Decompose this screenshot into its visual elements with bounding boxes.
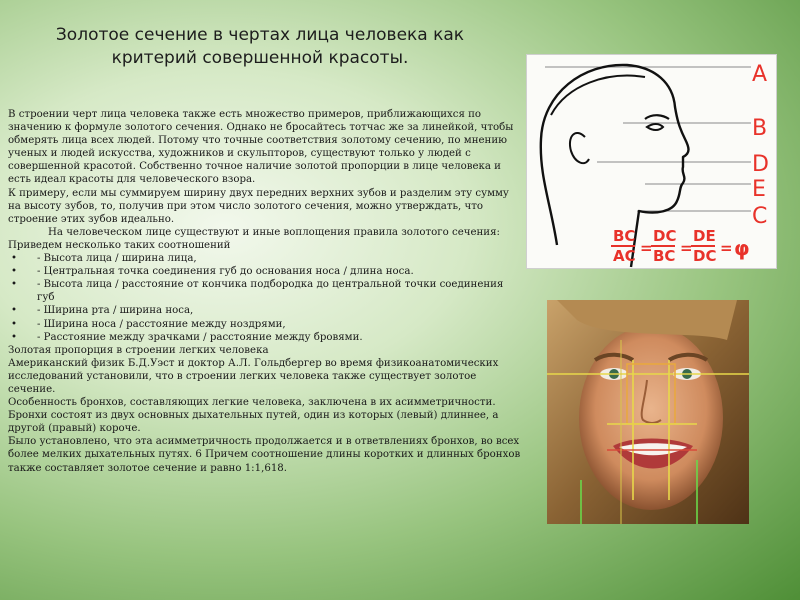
- letter-e: E: [752, 177, 766, 202]
- face-skin: [579, 326, 723, 510]
- formula-f2-den: BC: [653, 247, 676, 265]
- formula-phi: φ: [734, 236, 750, 260]
- list-item: • - Ширина рта / ширина носа,: [8, 304, 521, 317]
- letter-d: D: [752, 152, 769, 177]
- eye: [647, 124, 663, 130]
- list-item: • - Высота лица / расстояние от кончика подбородка до центральной точки соединения губ: [8, 278, 521, 304]
- face-photo: [547, 300, 749, 524]
- section-heading: Золотая пропорция в строении легких человека: [8, 344, 269, 356]
- ear: [570, 133, 589, 163]
- paragraph: На человеческом лице существуют и иные воплощения правила золотого сечения:: [48, 226, 500, 238]
- formula-f3-den: DC: [693, 247, 717, 265]
- main-text: [8, 108, 521, 475]
- paragraph: Особенность бронхов, составляющих легкие человека, заключена в их асимметричности. Бронхи состоят из двух основных дыхательных путей, один из которых (левый) длиннее, а другой (правый) короче.: [8, 397, 499, 435]
- brow: [645, 115, 669, 119]
- profile-diagram: [526, 54, 777, 269]
- face-illustration: [547, 300, 749, 524]
- letter-b: B: [752, 116, 768, 141]
- letter-a: A: [752, 62, 768, 87]
- list-intro: Приведем несколько таких соотношений: [8, 239, 231, 251]
- formula-eq3: =: [720, 239, 733, 257]
- ratio-list: [8, 252, 521, 344]
- formula-eq1: =: [640, 239, 653, 257]
- list-item: • - Центральная точка соединения губ до основания носа / длина носа.: [8, 265, 521, 278]
- letter-c: C: [752, 204, 768, 229]
- slide-title: Золотое сечение в чертах лица человека как критерий совершенной красоты.: [55, 25, 465, 68]
- formula-f3-num: DE: [693, 227, 716, 245]
- formula-f2-num: DC: [653, 227, 677, 245]
- list-item: • - Высота лица / ширина лица,: [8, 252, 521, 265]
- head-profile-illustration: [527, 55, 776, 268]
- formula-f1-num: BC: [613, 227, 636, 245]
- paragraph: К примеру, если мы суммируем ширину двух передних верхних зубов и разделим эту сумму на высоту зубов, то, получив при этом число золотого сечения, можно утверждать, что строение этих зубов идеально.: [8, 187, 509, 225]
- list-item: • - Ширина носа / расстояние между ноздрями,: [8, 318, 521, 331]
- list-item: • - Расстояние между зрачками / расстояние между бровями.: [8, 331, 521, 344]
- paragraph: Американский физик Б.Д.Уэст и доктор А.Л. Гольдбергер во время физикоанатомических исследований установили, что в строении легких человека также существует золотое сечение.: [8, 357, 499, 395]
- paragraph: Было установлено, что эта асимметричность продолжается и в ответвлениях бронхов, во всех более мелких дыхательных путях. 6 Причем соотношение длины коротких и длинных бронхов также составляет золотое сечение и равно 1:1,618.: [8, 436, 521, 474]
- paragraph: В строении черт лица человека также есть множество примеров, приближающихся по значению к формуле золотого сечения. Однако не бросайтесь тотчас же за линейкой, чтобы обмерять лица всех людей. Потому что точные соответствия золотому сечению, по мнению ученых и людей искусства, художников и скульпторов, существуют только у людей с совершенной красотой. Собственно точное наличие золотой пропорции в лице человека и есть идеал красоты для человеческого взора.: [8, 109, 514, 186]
- hair: [551, 76, 645, 115]
- formula-eq2: =: [680, 239, 693, 257]
- formula-f1-den: AC: [613, 247, 636, 265]
